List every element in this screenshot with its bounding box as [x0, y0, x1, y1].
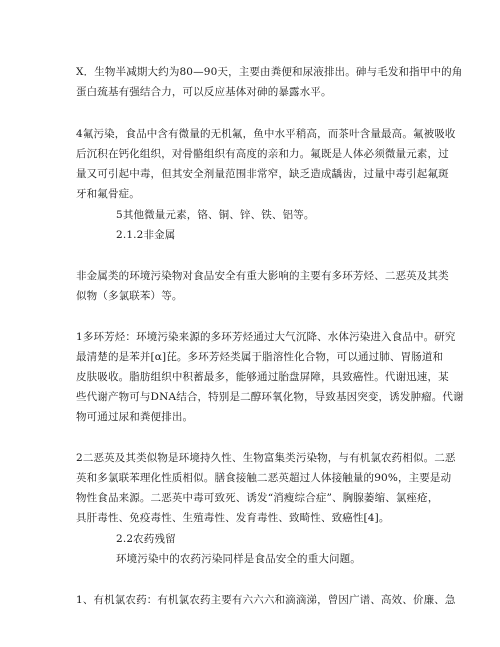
- text-line: 1多环芳烃：环境污染来源的多环芳烃通过大气沉降、水体污染进入食品中。研究: [76, 331, 456, 343]
- text-line: 物可通过尿和粪便排出。: [76, 411, 194, 423]
- text-line: 非金属类的环境污染物对食品安全有重大影响的主要有多环芳烃、二恶英及其类: [76, 270, 449, 282]
- text-line: 牙和氟骨症。: [76, 188, 140, 200]
- section-heading: 2.2农药残留: [116, 533, 176, 545]
- text-line: 量又可引起中毒，但其安全剂量范围非常窄，缺乏造成龋齿，过量中毒引起氟斑: [76, 168, 449, 180]
- text-line: 1、有机氯农药：有机氯农药主要有六六六和滴滴涕，曾因广谱、高效、价廉、急: [76, 594, 456, 606]
- text-line: 物性食品来源。二恶英中毒可致死、诱发“消瘦综合症”、胸腺萎缩、氯痤疮，: [76, 492, 439, 504]
- text-line: 2二恶英及其类似物是环境持久性、生物富集类污染物，与有机氯农药相似。二恶: [76, 452, 456, 464]
- section-heading: 2.1.2非金属: [116, 229, 176, 241]
- text-line: 4氟污染，食品中含有微量的无机氟，鱼中水平稍高，而茶叶含量最高。氟被吸收: [76, 128, 456, 140]
- text-line: 最清楚的是苯并[α]芘。多环芳烃类属于脂溶性化合物，可以通过肺、胃肠道和: [76, 351, 444, 363]
- text-line: X．生物半减期大约为80—90天，主要由粪便和尿液排出。砷与毛发和指甲中的角: [76, 66, 463, 78]
- text-line: 英和多氯联苯理化性质相似。膳食接触二恶英超过人体接触量的90%，主要是动: [76, 472, 452, 484]
- text-line: 似物（多氯联苯）等。: [76, 290, 183, 302]
- text-line: 具肝毒性、免疫毒性、生殖毒性、发育毒性、致畸性、致癌性[4]。: [76, 512, 390, 524]
- text-line: 蛋白巯基有强结合力，可以反应基体对砷的暴露水平。: [76, 86, 332, 98]
- text-line: 后沉积在钙化组织，对骨骼组织有高度的亲和力。氟既是人体必须微量元素，过: [76, 148, 449, 160]
- text-line: 些代谢产物可与DNA结合，特别是二醇环氧化物，导致基因突变，诱发肿瘤。代谢: [76, 391, 464, 403]
- text-line: 皮肤吸收。脂肪组织中积蓄最多，能够通过胎盘屏障，具致癌性。代谢迅速，某: [76, 371, 449, 383]
- text-line: 5其他微量元素，铬、铜、锌、铁、铝等。: [116, 209, 315, 221]
- text-line: 环境污染中的农药污染同样是食品安全的重大问题。: [116, 553, 361, 565]
